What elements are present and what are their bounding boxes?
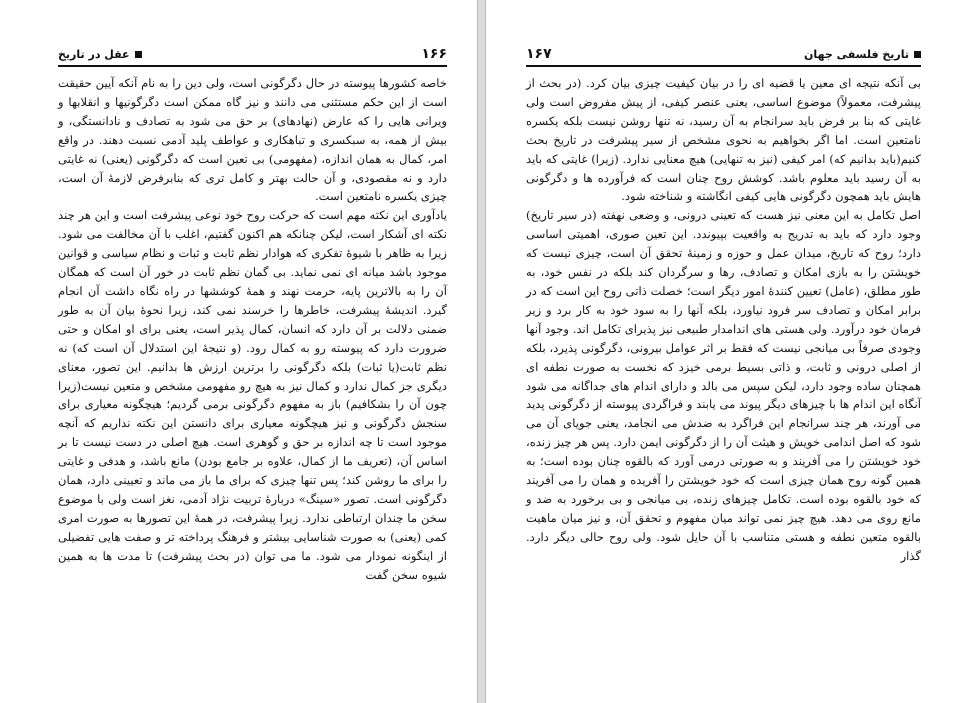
right-page (485, 0, 969, 703)
paragraph: یادآوری این نکته مهم است که حرکت روح خود نوعی پیشرفت است و این هر چند نکته ای آشکار است، لیکن چنانکه هم اکنون گفتیم، اغلب با آن مخالفت می شود. زیرا به ظاهر با شیوهٔ تفکری که هوادار نظم ثابت و ثبات و نظام سیاسی و قوانین موجود باشد میانه ای نمی نماید. بی گمان نظم ثابت در خور آن است که همگان آن را به بالاترین پایه، حرمت نهند و همهٔ کوششها در راه نگاه داشت آن انجام گیرد. اندیشهٔ پیشرفت، خاطرها را خرسند نمی کند، زیرا نحوهٔ بیان آن به طور ضمنی دلالت بر آن دارد که انسان، کمال پذیر است، یعنی برای او امکان و حتی ضرورت دارد که پیوسته رو به کمال رود. (و نتیجهٔ این استدلال آن است که) نه نظم ثابت(یا ثبات) بلکه دگرگونی را برترین ارزش ها بدانیم. این تصور، معنای دیگری جز کمال ندارد و کمال نیز به هیچ رو مفهومی مشخص و متعین نیست(زیرا چون آن را بشکافیم) باز به مفهوم دگرگونی برمی گردیم؛ هیچگونه معیاری برای سنجش دگرگونی و نیز هیچگونه معیاری برای دانستن این نکته نداریم که آنچه موجود است تا چه اندازه بر حق و گوهری است. هیچ اصلی در دست نیست تا بر اساس آن، (تعریف ما از کمال، علاوه بر جامع بودن) مانع باشد، و هدفی و غایتی را برای ما روشن کند؛ پس تنها چیزی که برای ما باز می ماند و تعیینی دارد، همان دگرگونی است. تصور «سینگ» دربارهٔ تربیت نژاد آدمی، نغز است ولی با موضوع سخن ما چندان ارتباطی ندارد. زیرا پیشرفت، در همهٔ این تصورها به صورت امری کمی (یعنی) به صورت شناسایی بیشتر و فرهنگ پرداخته تر و صفت هایی تفضیلی از اینگونه نمودار می شود. ما می توان (در بحث پیشرفت) تا مدت ها به همین شیوه سخن گفت (58, 208, 447, 582)
right-page-header (526, 44, 921, 64)
paragraph: اصل تکامل به این معنی نیز هست که تعینی درونی، و وضعی نهفته (در سیر تاریخ) وجود دارد که باید به تدریج به واقعیت بپیوندد. این تعین صوری، اهمیتی اساسی دارد؛ روح که تاریخ، میدان عمل و حوزه و زمینهٔ تحقق آن است، چیزی نیست که خویشتن را به بازی امکان و تصادف، رها و سرگردان کند بلکه در نفس خود، به طور مطلق، (عامل) تعیین کنندهٔ امور دیگر است؛ خصلت ذاتی روح این است که در برابر امکان و تصادف سر فرود نیاورد، بلکه آنها را به سود خود به کار برد و زیر فرمان خود درآورد. ولی هستی های اندامدار طبیعی نیز پذیرای تکامل اند. وجود آنها وجودی صرفاً بی میانجی نیست که فقط بر اثر عوامل بیرونی، دگرگونی پذیرد، بلکه از اصلی درونی و ثابت، و ذاتی بسیط برمی خیزد که نخست به صورت نطفه ای همچنان ساده وجود دارد، لیکن سپس می بالد و دارای اندام های جداگانه می شود آنگاه این اندام ها با چیزهای دیگر پیوند می یابند و فراگردی پیوسته از دگرگونی پدید می آورند، هر چند سرانجام این فراگرد به ضدش می انجامد، یعنی جویای آن می شود که اصل اندامی خویش و هیئت آن را از دگرگونی ایمن دارد. پس هر چیز زنده، خود خویشتن را می آفریند و به صورتی درمی آورد که بالقوه چنان بوده است؛ به همین گونه روح همان چیزی است که خود خویشتن را آفریده و همان را می آفریند که خود بالقوه بوده است. تکامل چیزهای زنده، بی میانجی و بی برخورد به ضد و مانع روی می دهد. هیچ چیز نمی تواند میان مفهوم و تحقق آن، و نیز میان ماهیت بالقوه متعین نطفه و هستی متناسب با آن حایل شود. ولی روح حالی دیگر دارد. گذار (526, 208, 921, 563)
left-running-title (58, 48, 142, 61)
left-header-rule (58, 65, 447, 67)
left-running-title-text: عقل در تاریخ (58, 47, 130, 61)
right-running-title (804, 48, 921, 61)
black-square-icon (135, 51, 142, 58)
left-page-header (58, 44, 447, 64)
paragraph: بی آنکه نتیجه ای معین یا قضیه ای را در بیان کیفیت چیزی بیان کرد. (در بحث از پیشرفت، معمولاً) موضوع اساسی، یعنی عنصر کیفی، از پیش مفروض است ولی غایتی که بنا بر فرض باید سرانجام به آن رسید، نه تنها روشن نیست بلکه یکسره نامتعین است. اما اگر بخواهیم به نحوی مشخص از سیر پیشرفت در تاریخ بحث کنیم(باید بدانیم که) امر کیفی (نیز به تنهایی) هیچ معنایی ندارد. (زیرا) غایتی که باید به آن رسید باید معلوم باشد. کوشش روح چنان است که فرآورده ها و دگرگونی هایش باید همچون دگرگونی هایی کیفی انگاشته و شناخته شود. (526, 76, 921, 204)
right-running-title-text: تاریخ فلسفی جهان (804, 47, 909, 61)
paragraph: خاصه کشورها پیوسته در حال دگرگونی است، ولی دین را به نام آنکه آیین حقیقت است از این حکم مستثنی می دانند و نیز گاه ممکن است دگرگونیها و انقلابها و ویرانی هایی را که عارض (نهادهای) بر حق می شود به تصادف و نادانستگی، و بیش از همه، به سبکسری و تباهکاری و عواطف پلید آدمی نسبت دهند. در واقع امر، کمال به همان اندازه، (مفهومی) بی تعین است که دگرگونی (یعنی) نه غایتی دارد و نه مقصودی، و آن حالت بهتر و کامل تری که بنابرفرض لازمهٔ آن است، چیزی یکسره نامتعین است. (58, 76, 447, 204)
right-header-rule (526, 65, 921, 67)
right-body-text (526, 74, 921, 566)
left-page (0, 0, 478, 703)
left-page-number: ۱۶۶ (421, 46, 447, 62)
right-page-number: ۱۶۷ (526, 46, 552, 62)
black-square-icon (914, 51, 921, 58)
left-body-text (58, 74, 447, 584)
